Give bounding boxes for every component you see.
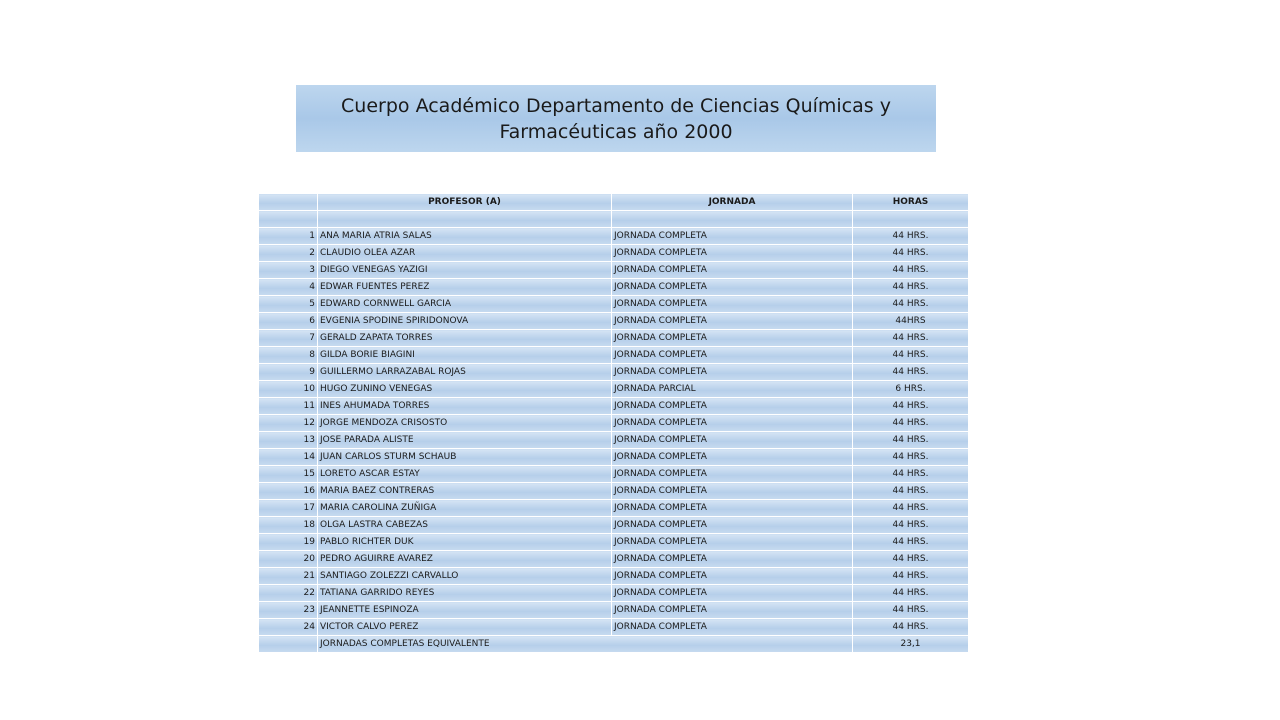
cell-number: 8 xyxy=(259,347,318,364)
table-spacer-row xyxy=(259,211,969,228)
cell-horas: 44 HRS. xyxy=(853,568,969,585)
column-header-horas: HORAS xyxy=(853,194,969,211)
table-footer-row xyxy=(259,636,969,653)
cell-jornada: JORNADA COMPLETA xyxy=(612,296,853,313)
cell-profesor: INES AHUMADA TORRES xyxy=(318,398,612,415)
cell-horas: 44 HRS. xyxy=(853,364,969,381)
cell-jornada: JORNADA COMPLETA xyxy=(612,483,853,500)
cell-number: 5 xyxy=(259,296,318,313)
cell-horas: 44 HRS. xyxy=(853,517,969,534)
cell-horas: 44 HRS. xyxy=(853,500,969,517)
table-row xyxy=(259,313,969,330)
cell-profesor: EVGENIA SPODINE SPIRIDONOVA xyxy=(318,313,612,330)
cell-jornada: JORNADA COMPLETA xyxy=(612,228,853,245)
cell-number: 17 xyxy=(259,500,318,517)
table-row xyxy=(259,415,969,432)
cell-jornada: JORNADA COMPLETA xyxy=(612,313,853,330)
cell-number: 12 xyxy=(259,415,318,432)
cell-horas: 44 HRS. xyxy=(853,296,969,313)
cell-jornada: JORNADA COMPLETA xyxy=(612,500,853,517)
cell-horas: 44 HRS. xyxy=(853,483,969,500)
cell-jornada: JORNADA COMPLETA xyxy=(612,415,853,432)
cell-jornada: JORNADA COMPLETA xyxy=(612,517,853,534)
cell-jornada: JORNADA COMPLETA xyxy=(612,364,853,381)
column-header-profesor: PROFESOR (A) xyxy=(318,194,612,211)
cell-profesor: VICTOR CALVO PEREZ xyxy=(318,619,612,636)
table-row xyxy=(259,432,969,449)
cell-jornada: JORNADA COMPLETA xyxy=(612,279,853,296)
footer-value: 23,1 xyxy=(853,636,969,653)
table-row xyxy=(259,449,969,466)
cell-horas: 44 HRS. xyxy=(853,398,969,415)
cell-jornada: JORNADA COMPLETA xyxy=(612,534,853,551)
cell-number: 14 xyxy=(259,449,318,466)
cell-horas: 44 HRS. xyxy=(853,228,969,245)
cell-profesor: PEDRO AGUIRRE AVAREZ xyxy=(318,551,612,568)
cell-horas: 44HRS xyxy=(853,313,969,330)
cell-number: 7 xyxy=(259,330,318,347)
cell-jornada: JORNADA COMPLETA xyxy=(612,619,853,636)
cell-horas: 44 HRS. xyxy=(853,279,969,296)
cell-jornada: JORNADA COMPLETA xyxy=(612,245,853,262)
cell-profesor: GERALD ZAPATA TORRES xyxy=(318,330,612,347)
cell-jornada: JORNADA COMPLETA xyxy=(612,398,853,415)
slide-title-line-2: Farmacéuticas año 2000 xyxy=(499,120,733,143)
cell-profesor: JEANNETTE ESPINOZA xyxy=(318,602,612,619)
table-row xyxy=(259,500,969,517)
cell-number: 16 xyxy=(259,483,318,500)
cell-profesor: LORETO ASCAR ESTAY xyxy=(318,466,612,483)
cell-jornada: JORNADA COMPLETA xyxy=(612,585,853,602)
cell-profesor: HUGO ZUNINO VENEGAS xyxy=(318,381,612,398)
slide-title xyxy=(296,85,936,152)
cell-horas: 44 HRS. xyxy=(853,330,969,347)
cell-number: 9 xyxy=(259,364,318,381)
cell-profesor: PABLO RICHTER DUK xyxy=(318,534,612,551)
table-row xyxy=(259,398,969,415)
cell-profesor: EDWAR FUENTES PEREZ xyxy=(318,279,612,296)
table-row xyxy=(259,585,969,602)
cell-horas: 6 HRS. xyxy=(853,381,969,398)
column-header-jornada: JORNADA xyxy=(612,194,853,211)
cell-jornada: JORNADA COMPLETA xyxy=(612,449,853,466)
table-row xyxy=(259,296,969,313)
table-body xyxy=(259,211,969,653)
table-row xyxy=(259,568,969,585)
cell-horas: 44 HRS. xyxy=(853,449,969,466)
table-row xyxy=(259,347,969,364)
cell-profesor: SANTIAGO ZOLEZZI CARVALLO xyxy=(318,568,612,585)
cell-number: 13 xyxy=(259,432,318,449)
cell-profesor: JUAN CARLOS STURM SCHAUB xyxy=(318,449,612,466)
cell-profesor: MARIA BAEZ CONTRERAS xyxy=(318,483,612,500)
table-row xyxy=(259,262,969,279)
cell-horas: 44 HRS. xyxy=(853,432,969,449)
footer-label: JORNADAS COMPLETAS EQUIVALENTE xyxy=(318,636,853,653)
cell-number: 24 xyxy=(259,619,318,636)
column-header-number xyxy=(259,194,318,211)
table-header-row xyxy=(259,194,969,211)
cell-profesor: TATIANA GARRIDO REYES xyxy=(318,585,612,602)
cell-number: 6 xyxy=(259,313,318,330)
table-row xyxy=(259,534,969,551)
cell-horas: 44 HRS. xyxy=(853,347,969,364)
table-row xyxy=(259,364,969,381)
cell-number: 23 xyxy=(259,602,318,619)
cell-horas: 44 HRS. xyxy=(853,585,969,602)
table-row xyxy=(259,381,969,398)
table-row xyxy=(259,551,969,568)
cell-number: 22 xyxy=(259,585,318,602)
cell-profesor: GUILLERMO LARRAZABAL ROJAS xyxy=(318,364,612,381)
cell-jornada: JORNADA COMPLETA xyxy=(612,330,853,347)
cell-number: 15 xyxy=(259,466,318,483)
cell-jornada: JORNADA PARCIAL xyxy=(612,381,853,398)
cell-horas: 44 HRS. xyxy=(853,262,969,279)
cell-jornada: JORNADA COMPLETA xyxy=(612,568,853,585)
table-row xyxy=(259,245,969,262)
cell-jornada: JORNADA COMPLETA xyxy=(612,347,853,364)
table-row xyxy=(259,279,969,296)
table-row xyxy=(259,619,969,636)
cell-number: 18 xyxy=(259,517,318,534)
cell-horas: 44 HRS. xyxy=(853,245,969,262)
cell-profesor: CLAUDIO OLEA AZAR xyxy=(318,245,612,262)
cell-horas: 44 HRS. xyxy=(853,551,969,568)
academic-staff-table xyxy=(258,193,969,653)
cell-horas: 44 HRS. xyxy=(853,602,969,619)
cell-jornada: JORNADA COMPLETA xyxy=(612,602,853,619)
cell-profesor: ANA MARIA ATRIA SALAS xyxy=(318,228,612,245)
cell-profesor: MARIA CAROLINA ZUÑIGA xyxy=(318,500,612,517)
cell-jornada: JORNADA COMPLETA xyxy=(612,262,853,279)
cell-profesor: DIEGO VENEGAS YAZIGI xyxy=(318,262,612,279)
table-row xyxy=(259,330,969,347)
cell-number: 3 xyxy=(259,262,318,279)
cell-horas: 44 HRS. xyxy=(853,415,969,432)
cell-jornada: JORNADA COMPLETA xyxy=(612,466,853,483)
cell-jornada: JORNADA COMPLETA xyxy=(612,551,853,568)
cell-profesor: EDWARD CORNWELL GARCIA xyxy=(318,296,612,313)
cell-profesor: GILDA BORIE BIAGINI xyxy=(318,347,612,364)
cell-number: 4 xyxy=(259,279,318,296)
cell-number: 11 xyxy=(259,398,318,415)
table-row xyxy=(259,228,969,245)
cell-number: 1 xyxy=(259,228,318,245)
cell-jornada: JORNADA COMPLETA xyxy=(612,432,853,449)
cell-horas: 44 HRS. xyxy=(853,619,969,636)
cell-horas: 44 HRS. xyxy=(853,466,969,483)
cell-profesor: JORGE MENDOZA CRISOSTO xyxy=(318,415,612,432)
table-row xyxy=(259,483,969,500)
cell-profesor: JOSE PARADA ALISTE xyxy=(318,432,612,449)
cell-horas: 44 HRS. xyxy=(853,534,969,551)
cell-number: 2 xyxy=(259,245,318,262)
table-row xyxy=(259,517,969,534)
table-row xyxy=(259,466,969,483)
slide-title-line-1: Cuerpo Académico Departamento de Ciencias Químicas y xyxy=(341,94,891,117)
cell-number: 21 xyxy=(259,568,318,585)
cell-number: 19 xyxy=(259,534,318,551)
table-row xyxy=(259,602,969,619)
cell-profesor: OLGA LASTRA CABEZAS xyxy=(318,517,612,534)
cell-number: 10 xyxy=(259,381,318,398)
cell-number: 20 xyxy=(259,551,318,568)
